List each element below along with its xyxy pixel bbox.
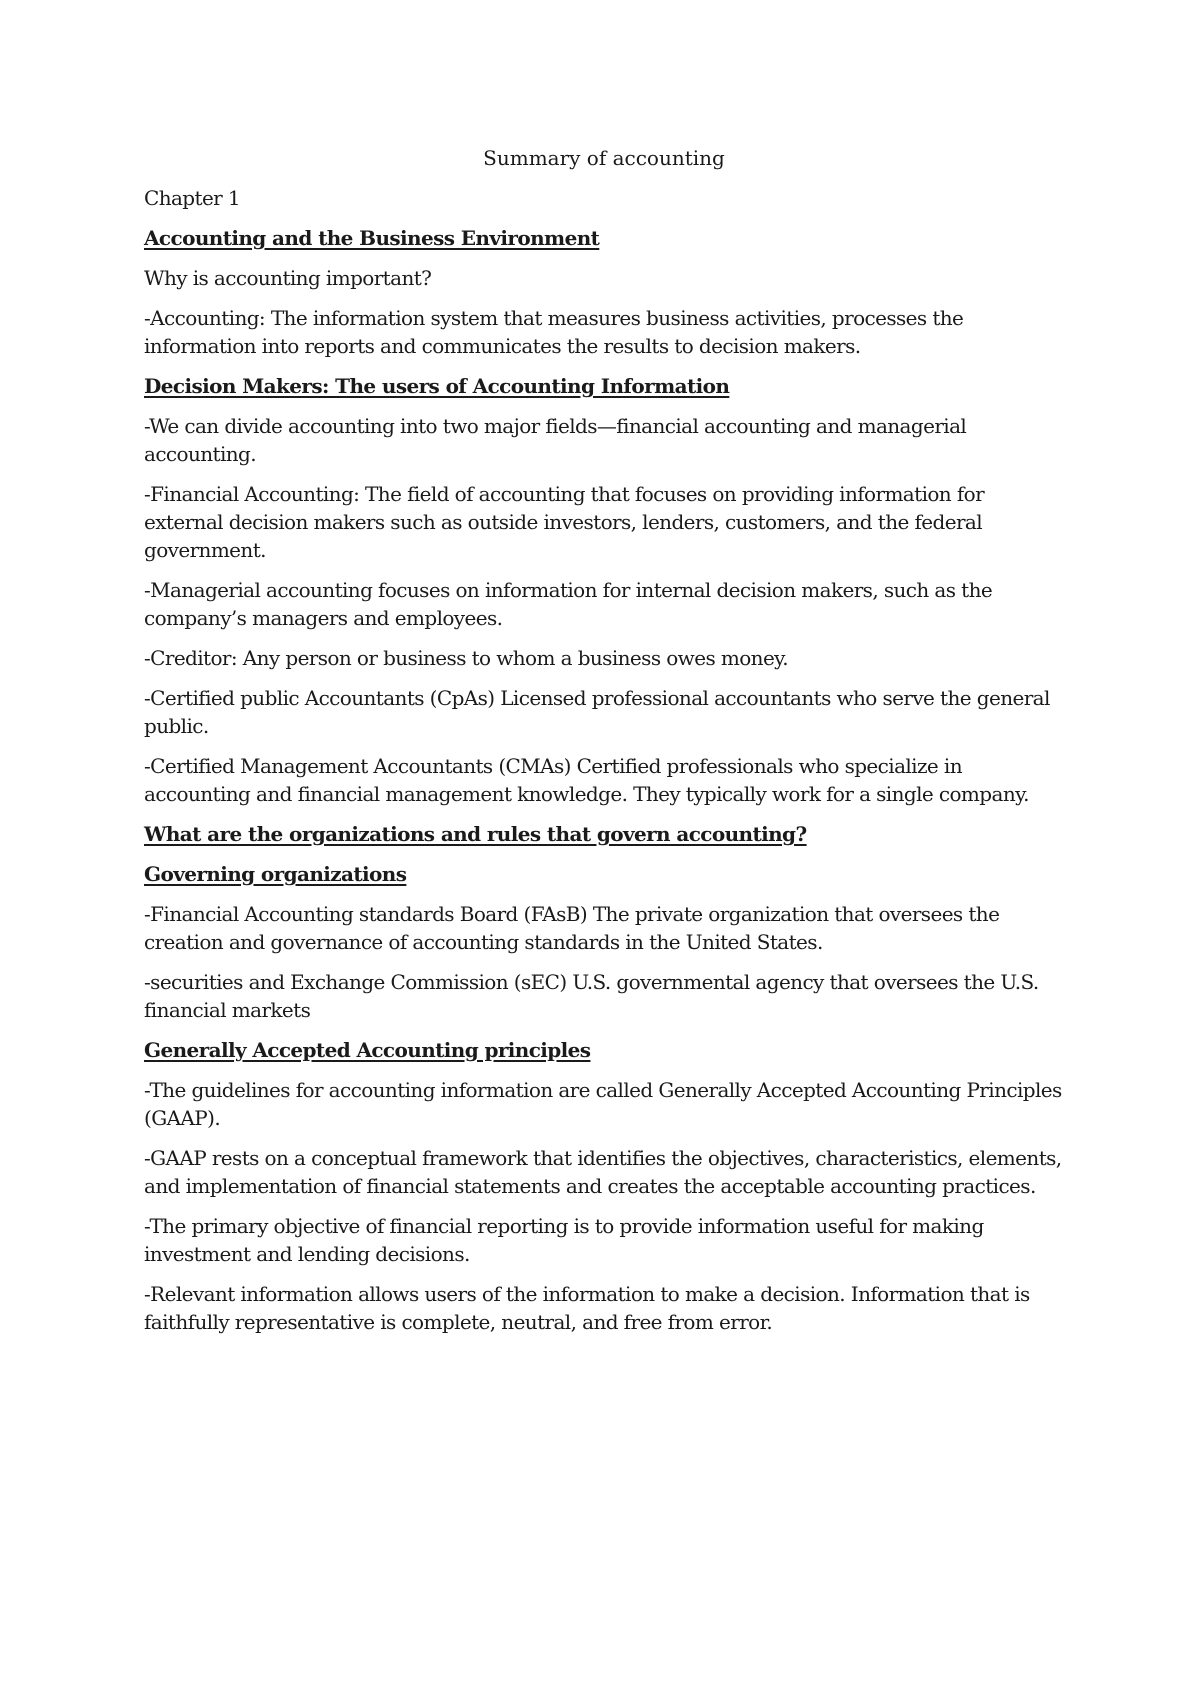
paragraph: -Managerial accounting focuses on information for internal decision makers, such as the company’s managers and employees. [144, 578, 993, 630]
paragraph: -The primary objective of financial reporting is to provide information useful for making investment and lending decisions. [144, 1214, 984, 1266]
section-heading-decision-makers: Decision Makers: The users of Accounting Information [144, 374, 730, 398]
paragraph: Why is accounting important? [144, 266, 432, 290]
chapter-label: Chapter 1 [144, 186, 241, 210]
paragraph: -We can divide accounting into two major fields—financial accounting and managerial accounting. [144, 414, 967, 466]
paragraph: -Financial Accounting standards Board (FAsB) The private organization that oversees the creation and governance of accounting standards in the United States. [144, 902, 1000, 954]
paragraph: -Certified public Accountants (CpAs) Licensed professional accountants who serve the general public. [144, 686, 1050, 738]
section-heading-gaap: Generally Accepted Accounting principles [144, 1038, 591, 1062]
paragraph: -Creditor: Any person or business to whom a business owes money. [144, 646, 788, 670]
section-heading-organizations-rules: What are the organizations and rules that govern accounting? [144, 822, 807, 846]
paragraph: -Financial Accounting: The field of accounting that focuses on providing information for external decision makers such as outside investors, lenders, customers, and the federal government. [144, 482, 985, 562]
paragraph: -securities and Exchange Commission (sEC) U.S. governmental agency that oversees the U.S. financial markets [144, 970, 1039, 1022]
section-heading-governing-organizations: Governing organizations [144, 862, 407, 886]
document-body [144, 144, 1064, 1348]
paragraph: -GAAP rests on a conceptual framework that identifies the objectives, characteristics, elements, and implementation of financial statements and creates the acceptable accounting practices. [144, 1146, 1062, 1198]
paragraph: -The guidelines for accounting information are called Generally Accepted Accounting Principles (GAAP). [144, 1078, 1062, 1130]
paragraph: -Accounting: The information system that measures business activities, processes the information into reports and communicates the results to decision makers. [144, 306, 964, 358]
paragraph: -Certified Management Accountants (CMAs) Certified professionals who specialize in accounting and financial management knowledge. They typically work for a single company. [144, 754, 1029, 806]
paragraph: -Relevant information allows users of the information to make a decision. Information that is faithfully representative is complete, neutral, and free from error. [144, 1282, 1030, 1334]
document-title: Summary of accounting [483, 146, 725, 170]
section-heading-business-environment: Accounting and the Business Environment [144, 226, 600, 250]
